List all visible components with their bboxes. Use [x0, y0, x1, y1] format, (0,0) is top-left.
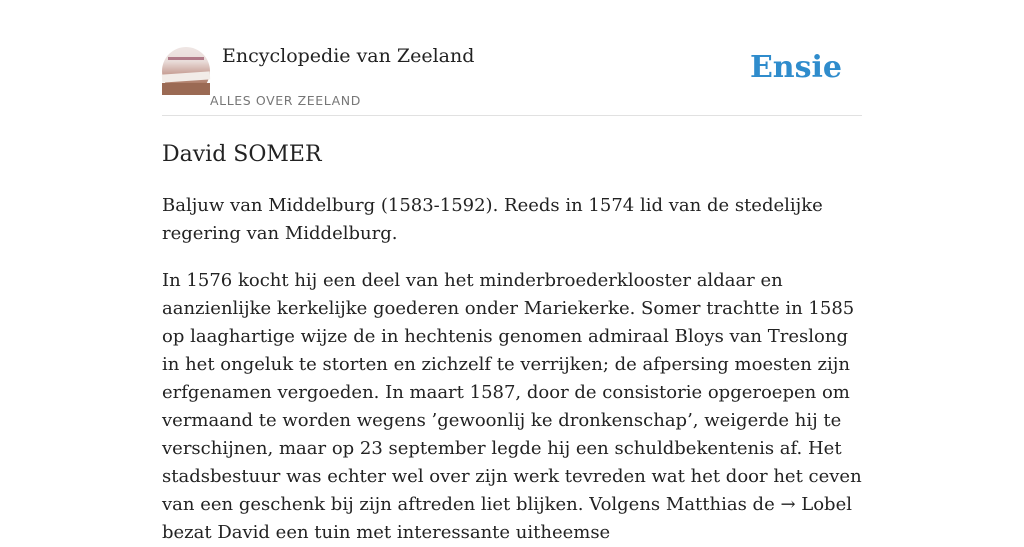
article-title: David SOMER [162, 142, 322, 167]
logo-band [162, 71, 210, 82]
logo-band [168, 57, 204, 60]
site-header [162, 0, 862, 116]
site-subtitle: ALLES OVER ZEELAND [210, 93, 361, 108]
page [162, 0, 862, 547]
article-body [162, 192, 862, 547]
article-paragraph: Baljuw van Middelburg (1583-1592). Reeds in 1574 lid van de stedelijke regering van Middelburg. [162, 195, 823, 244]
logo-band [162, 83, 210, 95]
site-logo[interactable] [162, 47, 210, 95]
site-title[interactable]: Encyclopedie van Zeeland [222, 45, 475, 67]
ensie-brand-link[interactable]: Ensie [749, 50, 842, 85]
article-paragraph: In 1576 kocht hij een deel van het minderbroederklooster aldaar en aanzienlijke kerkelijke goederen onder Mariekerke. Somer trachtte in 1585 op laaghartige wijze de in hechtenis genomen admiraal Bloys van Treslong in het ongeluk te storten en zichzelf te verrijken; de afpersing moesten zijn erfgenamen vergoeden. In maart 1587, door de consistorie opgeroepen om vermaand te worden wegens ’gewoonlij ke dronkenschap’, weigerde hij te verschijnen, maar op 23 september legde hij een schuldbekentenis af. Het stadsbestuur was echter wel over zijn werk tevreden wat het door het ceven van een geschenk bij zijn aftreden liet blijken. Volgens Matthias de → Lobel bezat David een tuin met interessante uitheemse [162, 270, 862, 543]
